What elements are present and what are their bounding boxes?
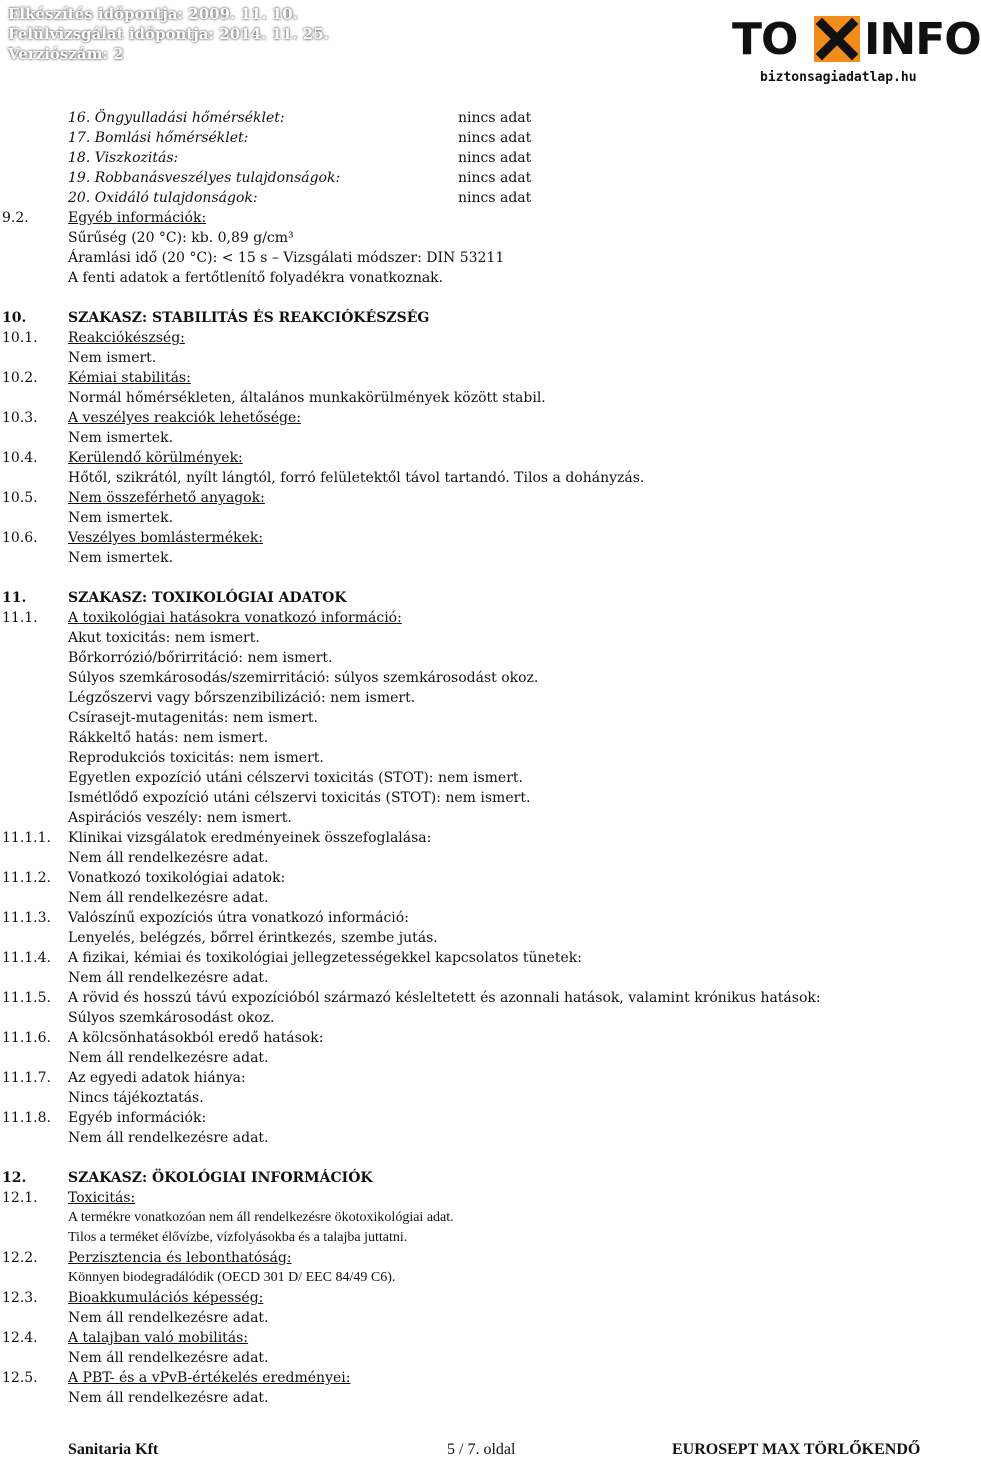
subsection-title: Valószínű expozíciós útra vonatkozó információ: xyxy=(68,910,409,926)
logo-x-icon xyxy=(814,16,860,62)
subsection-heading xyxy=(0,1328,960,1348)
body-text: Nem áll rendelkezésre adat. xyxy=(68,850,269,866)
tox-line xyxy=(0,628,960,648)
subsection-heading xyxy=(0,328,960,348)
subsection-heading xyxy=(0,408,960,428)
tox-line xyxy=(0,648,960,668)
tox-line xyxy=(0,728,960,748)
spacer xyxy=(0,1148,960,1168)
body-text: Reprodukciós toxicitás: nem ismert. xyxy=(68,750,324,766)
subsection-number: 11.1.1. xyxy=(2,830,51,846)
document-dates xyxy=(8,4,329,64)
subsection-text xyxy=(0,1128,960,1148)
toxinfo-logo xyxy=(728,10,981,70)
subsection-number: 11.1. xyxy=(2,610,38,626)
body-text: Nem ismertek. xyxy=(68,510,174,526)
subsection-heading xyxy=(0,908,960,928)
page-footer xyxy=(0,1441,960,1461)
body-text: Nem áll rendelkezésre adat. xyxy=(68,970,269,986)
body-text: Nem áll rendelkezésre adat. xyxy=(68,1390,269,1406)
subsection-title: Veszélyes bomlástermékek: xyxy=(68,530,264,546)
subsection-heading xyxy=(0,368,960,388)
property-label: 16. Öngyulladási hőmérséklet: xyxy=(68,110,285,126)
subsection-heading xyxy=(0,528,960,548)
body-text: Akut toxicitás: nem ismert. xyxy=(68,630,260,646)
section-number: 10. xyxy=(2,310,27,326)
subsection-heading xyxy=(0,1028,960,1048)
section-heading xyxy=(0,1168,960,1188)
subsection-title: Kémiai stabilitás: xyxy=(68,370,191,386)
subsection-title: Bioakkumulációs képesség: xyxy=(68,1290,264,1306)
body-text: Nem áll rendelkezésre adat. xyxy=(68,1130,269,1146)
body-text: Nincs tájékoztatás. xyxy=(68,1090,204,1106)
subsection-heading xyxy=(0,868,960,888)
subsection-text xyxy=(0,1208,960,1228)
body-text: Rákkeltő hatás: nem ismert. xyxy=(68,730,269,746)
property-label: 20. Oxidáló tulajdonságok: xyxy=(68,190,258,206)
body-text: A termékre vonatkozóan nem áll rendelkezésre ökotoxikológiai adat. xyxy=(68,1210,454,1225)
subsection-heading xyxy=(0,488,960,508)
subsection-number: 11.1.2. xyxy=(2,870,51,886)
property-value: nincs adat xyxy=(458,150,532,166)
subsection-text xyxy=(0,1308,960,1328)
property-row xyxy=(0,128,960,148)
subsection-text xyxy=(0,468,960,488)
subsection-number: 11.1.5. xyxy=(2,990,51,1006)
document-body xyxy=(0,108,960,1408)
spacer xyxy=(0,288,960,308)
subsection-heading xyxy=(0,1188,960,1208)
subsection-number: 9.2. xyxy=(2,210,29,226)
body-text: Aspirációs veszély: nem ismert. xyxy=(68,810,292,826)
subsection-heading xyxy=(0,1368,960,1388)
subsection-title: Klinikai vizsgálatok eredményeinek összefoglalása: xyxy=(68,830,432,846)
subsection-number: 12.5. xyxy=(2,1370,38,1386)
property-value: nincs adat xyxy=(458,110,532,126)
tox-line xyxy=(0,788,960,808)
body-text: Bőrkorrózió/bőrirritáció: nem ismert. xyxy=(68,650,333,666)
body-text: Nem ismertek. xyxy=(68,430,174,446)
tox-line xyxy=(0,688,960,708)
subsection-number: 10.1. xyxy=(2,330,38,346)
info-line xyxy=(0,268,960,288)
subsection-title: Reakciókészség: xyxy=(68,330,185,346)
subsection-text xyxy=(0,888,960,908)
body-text: Nem áll rendelkezésre adat. xyxy=(68,1310,269,1326)
subsection-title: Egyéb információk: xyxy=(68,210,207,226)
subsection-heading xyxy=(0,1068,960,1088)
info-line xyxy=(0,228,960,248)
subsection-heading xyxy=(0,948,960,968)
subsection-title: Egyéb információk: xyxy=(68,1110,207,1126)
subsection-text xyxy=(0,1008,960,1028)
tox-line xyxy=(0,748,960,768)
subsection-text xyxy=(0,1088,960,1108)
subsection-number: 10.3. xyxy=(2,410,38,426)
subsection-number: 12.1. xyxy=(2,1190,38,1206)
company-name: Sanitaria Kft xyxy=(68,1441,159,1458)
subsection-number: 12.3. xyxy=(2,1290,38,1306)
subsection-text xyxy=(0,928,960,948)
section-number: 11. xyxy=(2,590,27,606)
subsection-text xyxy=(0,428,960,448)
subsection-title: A PBT- és a vPvB-értékelés eredményei: xyxy=(68,1370,351,1386)
subsection-heading xyxy=(0,1248,960,1268)
body-text: Ismétlődő expozíció utáni célszervi toxicitás (STOT): nem ismert. xyxy=(68,790,531,806)
property-value: nincs adat xyxy=(458,190,532,206)
subsection-text xyxy=(0,508,960,528)
page-header xyxy=(0,0,981,92)
body-text: Légzőszervi vagy bőrszenzibilizáció: nem ismert. xyxy=(68,690,416,706)
tox-line xyxy=(0,708,960,728)
subsection-number: 10.2. xyxy=(2,370,38,386)
body-text: Hőtől, szikrától, nyílt lángtól, forró felületektől távol tartandó. Tilos a dohányzás. xyxy=(68,470,645,486)
info-text: Sűrűség (20 °C): kb. 0,89 g/cm³ xyxy=(68,230,294,246)
section-title: SZAKASZ: ÖKOLÓGIAI INFORMÁCIÓK xyxy=(68,1170,373,1186)
property-row xyxy=(0,108,960,128)
body-text: Nem áll rendelkezésre adat. xyxy=(68,1350,269,1366)
subsection-title: Vonatkozó toxikológiai adatok: xyxy=(68,870,286,886)
subsection-text xyxy=(0,1388,960,1408)
page-number: 5 / 7. oldal xyxy=(447,1441,516,1458)
subsection-heading xyxy=(0,988,960,1008)
subsection-title: A talajban való mobilitás: xyxy=(68,1330,249,1346)
subsection-title: Perzisztencia és lebonthatóság: xyxy=(68,1250,292,1266)
section-number: 12. xyxy=(2,1170,27,1186)
body-text: Normál hőmérsékleten, általános munkakörülmények között stabil. xyxy=(68,390,546,406)
body-text: Nem ismertek. xyxy=(68,550,174,566)
subsection-number: 11.1.4. xyxy=(2,950,51,966)
subsection-title: Az egyedi adatok hiánya: xyxy=(68,1070,246,1086)
product-name: EUROSEPT MAX TÖRLŐKENDŐ xyxy=(672,1441,921,1458)
subsection-text xyxy=(0,388,960,408)
body-text: Súlyos szemkárosodást okoz. xyxy=(68,1010,275,1026)
version-number: Verziószám: 2 xyxy=(8,45,124,63)
subsection-title: A rövid és hosszú távú expozícióból származó késleltetett és azonnali hatások, valamint krónikus hatások: xyxy=(68,990,821,1006)
body-text: Tilos a terméket élővízbe, vízfolyásokba és a talajba juttatni. xyxy=(68,1230,408,1245)
subsection-title: Toxicitás: xyxy=(68,1190,136,1206)
property-row xyxy=(0,168,960,188)
subsection-number: 10.5. xyxy=(2,490,38,506)
created-date: Elkészítés időpontja: 2009. 11. 10. xyxy=(8,5,298,23)
subsection-text xyxy=(0,348,960,368)
subsection-title: A kölcsönhatásokból eredő hatások: xyxy=(68,1030,324,1046)
subsection-text xyxy=(0,1348,960,1368)
tox-line xyxy=(0,768,960,788)
section-title: SZAKASZ: STABILITÁS ÉS REAKCIÓKÉSZSÉG xyxy=(68,310,430,326)
subsection-text xyxy=(0,548,960,568)
property-value: nincs adat xyxy=(458,170,532,186)
subsection-number: 12.2. xyxy=(2,1250,38,1266)
subsection-text xyxy=(0,968,960,988)
property-label: 18. Viszkozitás: xyxy=(68,150,179,166)
section-title: SZAKASZ: TOXIKOLÓGIAI ADATOK xyxy=(68,590,347,606)
subsection-heading xyxy=(0,448,960,468)
subsection-title: Kerülendő körülmények: xyxy=(68,450,243,466)
body-text: Lenyelés, belégzés, bőrrel érintkezés, szembe jutás. xyxy=(68,930,438,946)
body-text: Nem áll rendelkezésre adat. xyxy=(68,890,269,906)
body-text: Nem áll rendelkezésre adat. xyxy=(68,1050,269,1066)
subsection-title: A toxikológiai hatásokra vonatkozó információ: xyxy=(68,610,402,626)
subsection-text xyxy=(0,1228,960,1248)
subsection-number: 11.1.6. xyxy=(2,1030,51,1046)
subsection-number: 11.1.3. xyxy=(2,910,51,926)
body-text: Súlyos szemkárosodás/szemirritáció: súlyos szemkárosodást okoz. xyxy=(68,670,539,686)
subsection-number: 11.1.8. xyxy=(2,1110,51,1126)
property-row xyxy=(0,188,960,208)
subsection-number: 12.4. xyxy=(2,1330,38,1346)
property-row xyxy=(0,148,960,168)
section-heading xyxy=(0,308,960,328)
subsection-heading xyxy=(0,608,960,628)
subsection-number: 10.4. xyxy=(2,450,38,466)
body-text: Könnyen biodegradálódik (OECD 301 D/ EEC 84/49 C6). xyxy=(68,1270,396,1285)
logo-text-info: INFO xyxy=(864,14,981,65)
subsection-title: Nem összeférhető anyagok: xyxy=(68,490,265,506)
body-text: Csírasejt-mutagenitás: nem ismert. xyxy=(68,710,318,726)
property-label: 17. Bomlási hőmérséklet: xyxy=(68,130,249,146)
tox-line xyxy=(0,808,960,828)
subsection-title: A veszélyes reakciók lehetősége: xyxy=(68,410,301,426)
subsection-heading xyxy=(0,1288,960,1308)
body-text: Nem ismert. xyxy=(68,350,157,366)
info-line xyxy=(0,248,960,268)
subsection-heading xyxy=(0,1108,960,1128)
subsection-text xyxy=(0,848,960,868)
subsection-heading xyxy=(0,208,960,228)
info-text: A fenti adatok a fertőtlenítő folyadékra vonatkoznak. xyxy=(68,270,444,286)
website-label: biztonsagiadatlap.hu xyxy=(760,70,917,85)
subsection-text xyxy=(0,1048,960,1068)
reviewed-date: Felülvizsgálat időpontja: 2014. 11. 25. xyxy=(8,25,329,43)
subsection-number: 11.1.7. xyxy=(2,1070,51,1086)
property-value: nincs adat xyxy=(458,130,532,146)
logo-text-to: TO xyxy=(732,14,798,65)
body-text: Egyetlen expozíció utáni célszervi toxicitás (STOT): nem ismert. xyxy=(68,770,523,786)
subsection-heading xyxy=(0,828,960,848)
spacer xyxy=(0,568,960,588)
subsection-text xyxy=(0,1268,960,1288)
subsection-title: A fizikai, kémiai és toxikológiai jellegzetességekkel kapcsolatos tünetek: xyxy=(68,950,582,966)
info-text: Áramlási idő (20 °C): < 15 s – Vizsgálati módszer: DIN 53211 xyxy=(68,250,505,266)
subsection-number: 10.6. xyxy=(2,530,38,546)
section-heading xyxy=(0,588,960,608)
tox-line xyxy=(0,668,960,688)
property-label: 19. Robbanásveszélyes tulajdonságok: xyxy=(68,170,341,186)
